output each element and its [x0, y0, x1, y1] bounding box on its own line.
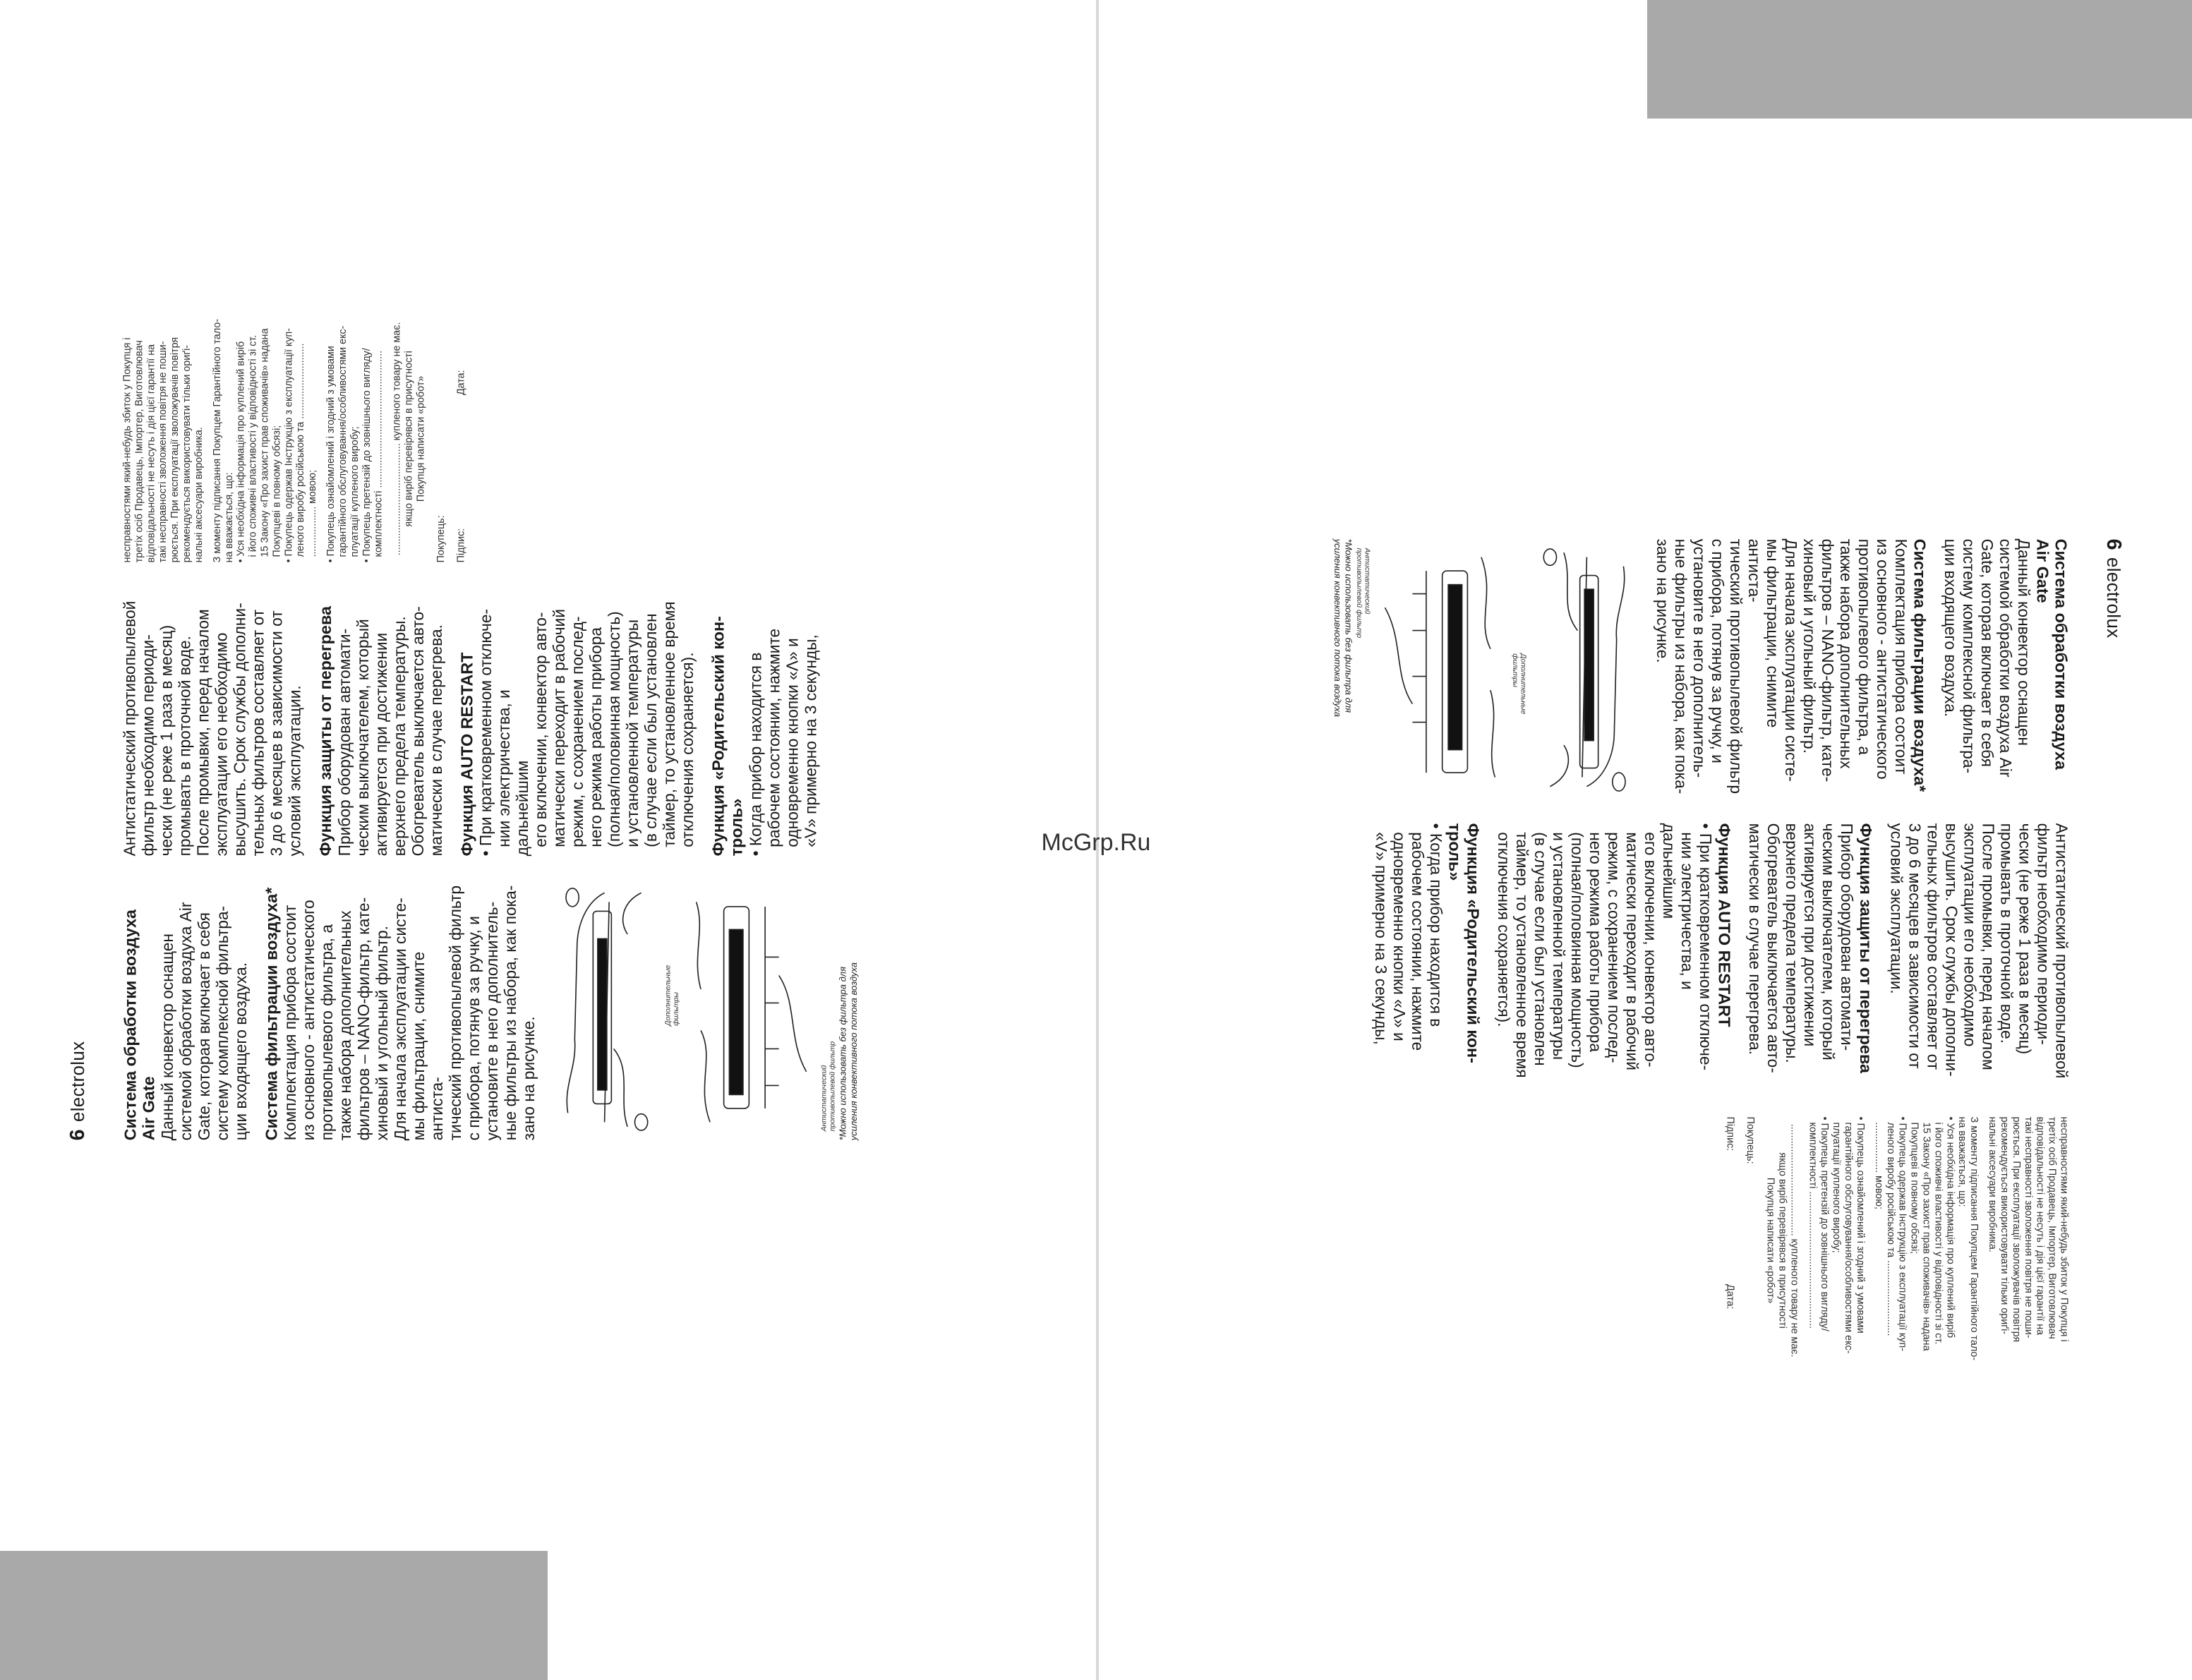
- paragraph-parental-control: • Когда прибор находится в рабочем состоянии, нажмите одновременно кнопки «Λ» и «V» примерно на 3 секунды,: [747, 628, 820, 857]
- filter-illustration-svg: [550, 883, 834, 1140]
- heading-overheat-right: Функция защиты от перегрева: [1856, 823, 1876, 1074]
- paragraph-overheat: Прибор оборудован автомати- ческим выключателем, который активируется при достижении верхнего предела температуры. Обогреватель выключается авто- матически в случае перегрева.: [335, 606, 446, 857]
- label-antistatic-filter-right: Антистатический противопылевой фильтр: [1355, 548, 1371, 639]
- column-1: [121, 883, 860, 1140]
- buyer-label-right: Покупець:: [1745, 1116, 1757, 1164]
- column-2-right: [1371, 823, 2071, 1089]
- page-number: 6: [66, 1129, 89, 1141]
- filter-illustration: [550, 883, 834, 1140]
- warranty-text-2-right: З моменту підписання Покупцем Гарантійного тало- на вважається, що: • Уся необхідна інформація про куплений виріб і його споживчі властивості у відповідності зі ст. 15 Закону «Про захист прав споживачів» надана Покупцеві в повному обсязі; • Покупець одержав Інструкцію з експлуатації куп- леного виробу російською та ........................... .................. мовою;: [1873, 1116, 1981, 1361]
- column-1-right: [1332, 539, 2071, 796]
- filter-illustration-right: [1357, 539, 1642, 796]
- footnote: *Можно использовать без фильтра для усиления конвективного потока воздуха: [838, 962, 860, 1141]
- paragraph-parental-control-right: • Когда прибор находится в рабочем состоянии, нажмите одновременно кнопки «Λ» и «V» примерно на 3 секунды,: [1371, 823, 1445, 1051]
- warranty-text-1-right: несправностями який-небудь збиток у Покупця і третіх осіб Продавець, Імпортер, Виготовлювач відповідальності не несуть і дія цієї гарантії на такі несправності зволоження повітря не поши- рюється. При експлуатації зволожувачів повітря рекомендується використовувати тільки ориґі- нальні аксесуари виробника.: [1987, 1116, 2071, 1343]
- signature-label-right: Підпис:: [1725, 1116, 1737, 1152]
- heading-auto-restart-right: Функция AUTO RESTART: [1715, 823, 1735, 1027]
- paragraph-air-gate: Данный конвектор оснащен системой обработки воздуха Air Gate, которая включает в себя систему комплексной фильтра- ции входящего воздуха.: [158, 902, 251, 1141]
- warranty-text-4-right: ........................................ купленого товару не має. якщо виріб перевірявся в присутності Покупця написати «робот»: [1765, 1123, 1801, 1358]
- warranty-text-2: З моменту підписання Покупцем Гарантійного тало- на вважається, що: • Уся необхідна інформація про куплений виріб і його споживчі властивості у відповідності зі ст. 15 Закону «Про захист прав споживачів» надана Покупцеві в повному обсязі; • Покупець одержав Інструкцію з експлуатації куп- леного виробу російською та ........................... .................. мовою;: [210, 318, 318, 563]
- paragraph-air-gate-right: Данный конвектор оснащен системой обработки воздуха Air Gate, которая включает в себя систему комплексной фильтра- ции входящего воздуха.: [1941, 538, 2033, 778]
- page-header: [66, 520, 90, 1140]
- warranty-text-3-right: • Покупець ознайомлений і згодний з умовами гарантійного обслуговування/особливостями екс- плуатації купленого виробу; • Покупець претензій до зовнішнього вигляду/ комплектності .................................................: [1807, 1116, 1867, 1354]
- warranty-text-3: • Покупець ознайомлений і згодний з умовами гарантійного обслуговування/особливостями екс- плуатації купленого виробу; • Покупець претензій до зовнішнього вигляду/ комплектності .................................................: [325, 325, 384, 563]
- label-extra-filters-right: Дополнительные фильтры: [1511, 653, 1527, 715]
- heading-parental-control-right: Функция «Родительский кон- троль»: [1445, 823, 1483, 1063]
- signature-label: Підпис:: [454, 528, 466, 563]
- grey-tab-bottom-left: [0, 1551, 548, 1680]
- paragraph-auto-restart-right: • При кратковременном отключе- нии электричества, и дальнейшим его включении, конвектор авто- матически переходит в рабочий режим, с сохранением послед- него режима работы прибора (полная/половинная мощность) и установленной температуры (в случае если был установлен таймер, то установленное время отключения сохраняется).: [1494, 823, 1715, 1078]
- column-3-warranty: [121, 315, 467, 562]
- buyer-label: Покупець:: [435, 515, 447, 563]
- watermark: McGrp.Ru: [1041, 829, 1151, 856]
- grey-tab-top-right: [1647, 0, 2192, 119]
- brand-name-right: electrolux: [2103, 557, 2124, 639]
- paragraph-cleaning: Антистатический противопылевой фильтр необходимо периоди- чески (не реже 1 раза в месяц) промывать в проточной воде. После промывки, перед началом эксплуатации его необходимо высушить. Срок службы дополни- тельных фильтров составляет от 3 до 6 месяцев в зависимости от условий эксплуатации.: [121, 600, 304, 857]
- page-left: [2, 318, 1095, 1195]
- paragraph-filtration: Комплектация прибора состоит из основного - антистатического противопылевого фильтра, а также набора дополнительных фильтров – NANO-фильтр, кате- хиновый и угольный фильтр. Для начала эксплуатации систе- мы фильтрации, снимите антиста- тический противопылевой фильтр с прибора, потянув за ручку, и установите в него дополнитель- ные фильтры из набора, как пока- зано на рисунке.: [282, 885, 538, 1141]
- page-number-right: 6: [2102, 538, 2126, 550]
- column-2: [121, 590, 821, 856]
- heading-air-gate: Система обработки воздуха Air Gate: [120, 909, 158, 1141]
- brand-name: electrolux: [68, 1041, 88, 1123]
- heading-auto-restart: Функция AUTO RESTART: [457, 652, 476, 857]
- paragraph-filtration-right: Комплектация прибора состоит из основного - антистатического противопылевого фильтра, а также набора дополнительных фильтров – NANO-фильтр, кате- хиновый и угольный фильтр. Для начала эксплуатации систе- мы фильтрации, снимите антиста- тический противопылевой фильтр с прибора, потянув за ручку, и установите в него дополнитель- ные фильтры из набора, как пока- зано на рисунке.: [1653, 538, 1910, 794]
- date-label: Дата:: [454, 370, 466, 396]
- heading-parental-control: Функция «Родительский кон- троль»: [709, 616, 746, 857]
- filter-illustration-svg-right: [1357, 539, 1642, 796]
- warranty-text-1: несправностями який-небудь збиток у Покупця і третіх осіб Продавець, Імпортер, Виготовлювач відповідальності не несуть і дія цієї гарантії на такі несправності зволоження повітря не поши- рюється. При експлуатації зволожувачів повітря рекомендується використовувати тільки ориґі- нальні аксесуари виробника.: [121, 337, 205, 563]
- footnote-right: *Можно использовать без фильтра для усиления конвективного потока воздуха: [1332, 538, 1354, 718]
- heading-filtration-right: Система фильтрации воздуха*: [1910, 538, 1929, 792]
- page-header-right: [2102, 539, 2126, 1159]
- signature-row-right: [1724, 1117, 1736, 1365]
- label-extra-filters: Дополнительные фильтры: [664, 965, 680, 1026]
- column-3-warranty-right: [1724, 1117, 2070, 1365]
- page-right: [1097, 484, 2190, 1361]
- label-antistatic-filter: Антистатический противопылевой фильтр: [820, 1041, 836, 1132]
- warranty-text-4: ........................................ купленого товару не має. якщо виріб перевірявся в присутності Покупця написати «робот»: [390, 322, 426, 556]
- heading-overheat: Функция защиты от перегрева: [315, 605, 335, 857]
- heading-air-gate-right: Система обработки воздуха Air Gate: [2033, 538, 2071, 770]
- date-label-right: Дата:: [1725, 1283, 1737, 1310]
- paragraph-auto-restart: • При кратковременном отключе- нии электричества, и дальнейшим его включении, конвектор авто- матически переходит в рабочий режим, с сохранением послед- него режима работы прибора (полная/половинная мощность) и установленной температуры (в случае если был установлен таймер, то установленное время отключения сохраняется).: [476, 601, 697, 857]
- heading-filtration: Система фильтрации воздуха*: [262, 887, 281, 1141]
- paragraph-overheat-right: Прибор оборудован автомати- ческим выключателем, который активируется при достижении верхнего предела температуры. Обогреватель выключается авто- матически в случае перегрева.: [1745, 823, 1856, 1073]
- signature-row: [455, 315, 467, 562]
- paragraph-cleaning-right: Антистатический противопылевой фильтр необходимо периоди- чески (не реже 1 раза в месяц) промывать в проточной воде. После промывки, перед началом эксплуатации его необходимо высушить. Срок службы дополни- тельных фильтров составляет от 3 до 6 месяцев в зависимости от условий эксплуатации.: [1887, 823, 2071, 1079]
